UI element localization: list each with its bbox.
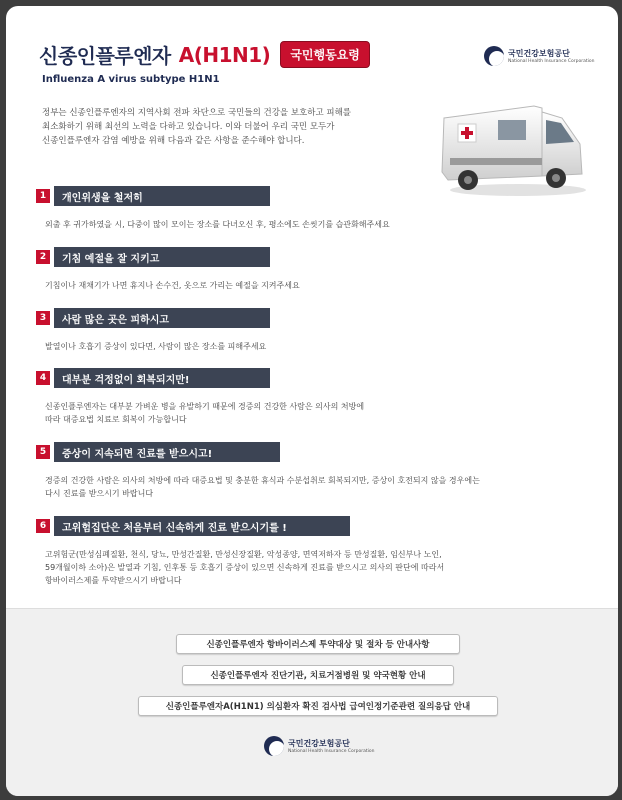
section-title: 사람 많은 곳은 피하시고 — [54, 308, 270, 328]
intro-text — [42, 106, 422, 148]
body-line: 고위험군(만성심폐질환, 천식, 당뇨, 만성간질환, 만성신장질환, 악성종양, 면역저하자 등 만성질환, 임신부나 노인, — [45, 550, 442, 559]
section-body — [45, 218, 565, 231]
section-title: 개인위생을 철저히 — [54, 186, 270, 206]
logo-name-ko: 국민건강보험공단 — [508, 49, 570, 58]
nhic-logo — [484, 46, 594, 66]
notice-frame — [6, 6, 618, 796]
body-line: 항바이러스제를 투약받으시기 바랍니다 — [45, 576, 182, 585]
section-title: 고위험집단은 처음부터 신속하게 진료 받으시기를 ! — [54, 516, 350, 536]
logo-name-en: National Health Insurance Corporation — [288, 749, 375, 754]
section-number: 6 — [36, 519, 50, 533]
section-6 — [36, 516, 565, 587]
body-line: 발열이나 호흡기 증상이 있다면, 사람이 많은 장소를 피해주세요 — [45, 342, 267, 351]
page-subtitle: Influenza A virus subtype H1N1 — [42, 74, 220, 85]
logo-name-ko: 국민건강보험공단 — [288, 739, 350, 748]
body-line: 기침이나 재채기가 나면 휴지나 손수건, 옷으로 가리는 예절을 지켜주세요 — [45, 281, 300, 290]
nhic-logo-icon — [484, 46, 504, 66]
section-1 — [36, 186, 565, 231]
body-line: 외출 후 귀가하였을 시, 다중이 많이 모이는 장소를 다녀오신 후, 평소에도 손씻기를 습관화해주세요 — [45, 220, 390, 229]
title-badge: 국민행동요령 — [280, 41, 370, 68]
logo-name-en: National Health Insurance Corporation — [508, 59, 595, 64]
body-line: 59개월이하 소아)은 발열과 기침, 인후통 등 호흡기 증상이 있으면 신속하게 진료를 받으시고 의사의 판단에 따라서 — [45, 563, 445, 572]
link-antiviral-guide[interactable]: 신종인플루엔자 항바이러스제 투약대상 및 절차 등 안내사항 — [176, 634, 460, 654]
section-number: 5 — [36, 445, 50, 459]
section-body — [45, 548, 565, 587]
section-2 — [36, 247, 565, 292]
intro-line: 정부는 신종인플루엔자의 지역사회 전파 차단으로 국민들의 건강을 보호하고 피해를 — [42, 108, 352, 118]
section-title: 증상이 지속되면 진료를 받으시고! — [54, 442, 280, 462]
link-test-qa[interactable]: 신종인플루엔자A(H1N1) 의심환자 확진 검사법 급여인정기준관련 질의응답 안내 — [138, 696, 498, 716]
section-number: 2 — [36, 250, 50, 264]
section-3 — [36, 308, 565, 353]
section-number: 3 — [36, 311, 50, 325]
nhic-logo-footer — [264, 736, 374, 756]
body-line: 신종인플루엔자는 대부분 가벼운 병을 유발하기 때문에 경증의 건강한 사람은 의사의 처방에 — [45, 402, 365, 411]
intro-line: 최소화하기 위해 최선의 노력을 다하고 있습니다. 이와 더불어 우리 국민 모두가 — [42, 122, 335, 132]
section-body — [45, 279, 565, 292]
title-accent: A(H1N1) — [178, 42, 271, 67]
section-title: 기침 예절을 잘 지키고 — [54, 247, 270, 267]
section-4 — [36, 368, 565, 426]
body-line: 다시 진료를 받으시기 바랍니다 — [45, 489, 154, 498]
link-hospital-pharmacy[interactable]: 신종인플루엔자 진단기관, 치료거점병원 및 약국현황 안내 — [182, 665, 454, 685]
nhic-logo-icon — [264, 736, 284, 756]
section-number: 1 — [36, 189, 50, 203]
page-title — [39, 40, 370, 69]
section-number: 4 — [36, 371, 50, 385]
section-body — [45, 400, 565, 426]
intro-line: 신종인플루엔자 감염 예방을 위해 다음과 같은 사항을 준수해야 합니다. — [42, 136, 305, 146]
body-line: 경증의 건강한 사람은 의사의 처방에 따라 대증요법 및 충분한 휴식과 수분섭취로 회복되지만, 증상이 호전되지 않을 경우에는 — [45, 476, 480, 485]
section-title: 대부분 걱정없이 회복되지만! — [54, 368, 270, 388]
section-body — [45, 474, 565, 500]
body-line: 따라 대증요법 치료로 회복이 가능합니다 — [45, 415, 187, 424]
title-main: 신종인플루엔자 — [39, 44, 171, 68]
section-5 — [36, 442, 565, 500]
section-body — [45, 340, 565, 353]
ambulance-icon — [438, 98, 588, 198]
